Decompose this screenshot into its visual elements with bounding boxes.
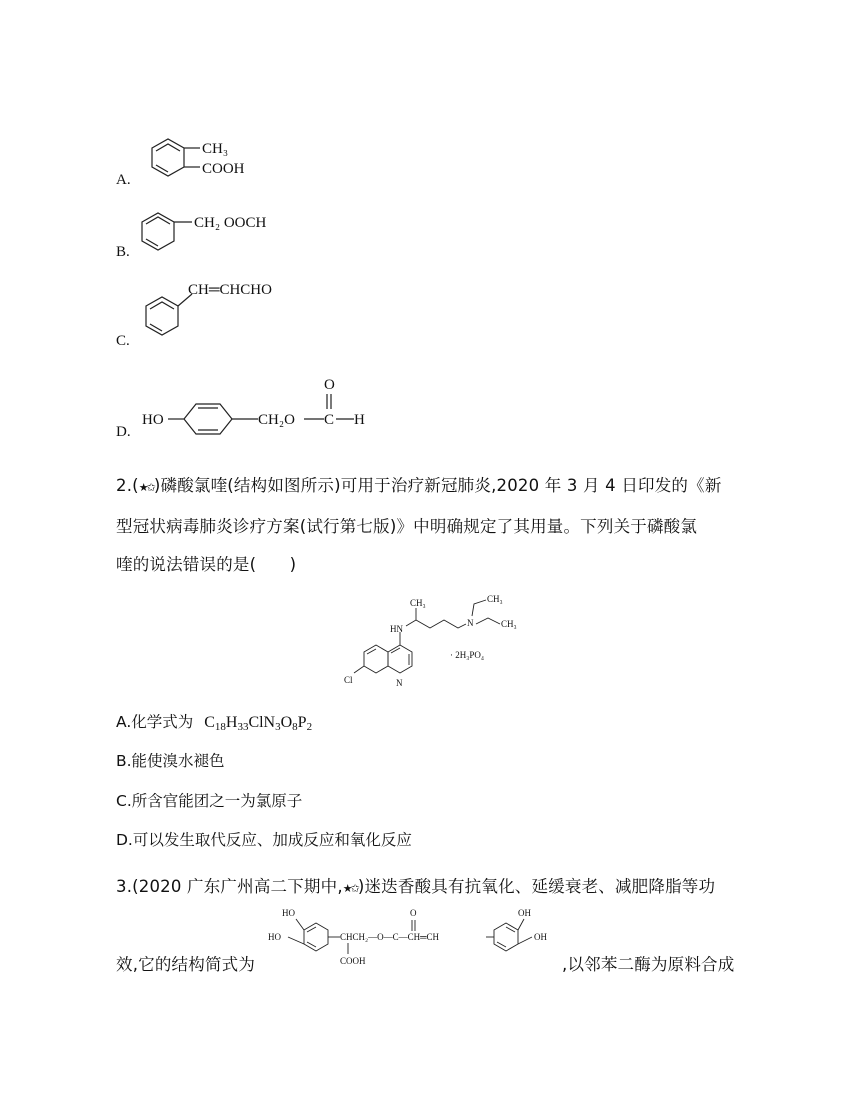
q3-line1 [116,873,715,897]
q2-line3: 喹的说法错误的是( ) [116,555,297,574]
q2-text-1: )磷酸氯喹(结构如图所示)可用于治疗新冠肺炎,2020 年 3 月 4 日印发的《新 [153,476,722,495]
ho-label: HO [142,412,164,428]
q2-number: 2.( [116,476,139,495]
option-c-letter: C. [116,333,130,349]
cooh-label: COOH [202,161,245,177]
nh-label: HN [390,624,403,634]
carbonyl-o-label: O [324,377,335,393]
difficulty-star-icon: ★✩ [342,882,358,895]
ester-o-label: O [410,908,417,918]
q2-option-a-text: A.化学式为 [116,713,194,731]
cl-label: Cl [344,675,353,685]
q2-option-c: C.所含官能团之一为氯原子 [116,792,303,810]
oh-right-label: OH [534,932,547,942]
rosmarinic-acid-structure [268,900,560,976]
q2-option-a-formula: $C_{18}H_{33}ClN_3O_8P_2$ [204,714,313,733]
option-b-structure [136,200,306,256]
chloroquine-structure [340,590,540,695]
phosphate-label: · 2H₃PO₄ [450,650,485,660]
q3-text-1: )迷迭香酸具有抗氧化、延缓衰老、减肥降脂等功 [357,877,716,896]
option-a-letter: A. [116,172,131,188]
carbon-label: C [324,412,335,428]
option-c-structure [140,276,320,348]
q2-line2: 型冠状病毒肺炎诊疗方案(试行第七版)》中明确规定了其用量。下列关于磷酸氯 [116,517,698,536]
chain-label: CHCH₂—O—C—CH═CH [340,932,440,942]
option-d-letter: D. [116,424,131,440]
ring-n-label: N [396,678,403,688]
option-d-structure [140,372,380,436]
ch3-a-label: CH₃ [487,594,503,604]
option-a-structure [140,128,280,190]
h-label: H [354,412,365,428]
ch2-oocg-label: CH₂ OOCH [194,215,267,231]
difficulty-star-icon: ★✩ [138,481,154,494]
q2-line1 [116,472,722,496]
q3-number: 3.(2020 广东广州高二下期中, [116,877,343,896]
ch3-b-label: CH₃ [501,619,517,629]
tertiary-n-label: N [467,618,474,628]
q3-line2-left: 效,它的结构简式为 [116,955,256,974]
ch2o-label: CH₂O [258,412,295,428]
ch3-top-label: CH₃ [410,598,426,608]
cooh-label: COOH [340,956,366,966]
vinyl-aldehyde-label: CH═CHCHO [188,282,272,298]
option-b-letter: B. [116,244,130,260]
oh-top-label: OH [518,908,531,918]
q2-option-a [116,710,312,733]
ho-top-label: HO [282,908,295,918]
q2-option-b: B.能使溴水褪色 [116,752,225,770]
ho-left-label: HO [268,932,281,942]
q3-line2-right: ,以邻苯二酶为原料合成 [562,955,735,974]
ch3-label: CH₃ [202,141,229,157]
q2-option-d: D.可以发生取代反应、加成反应和氧化反应 [116,831,412,849]
